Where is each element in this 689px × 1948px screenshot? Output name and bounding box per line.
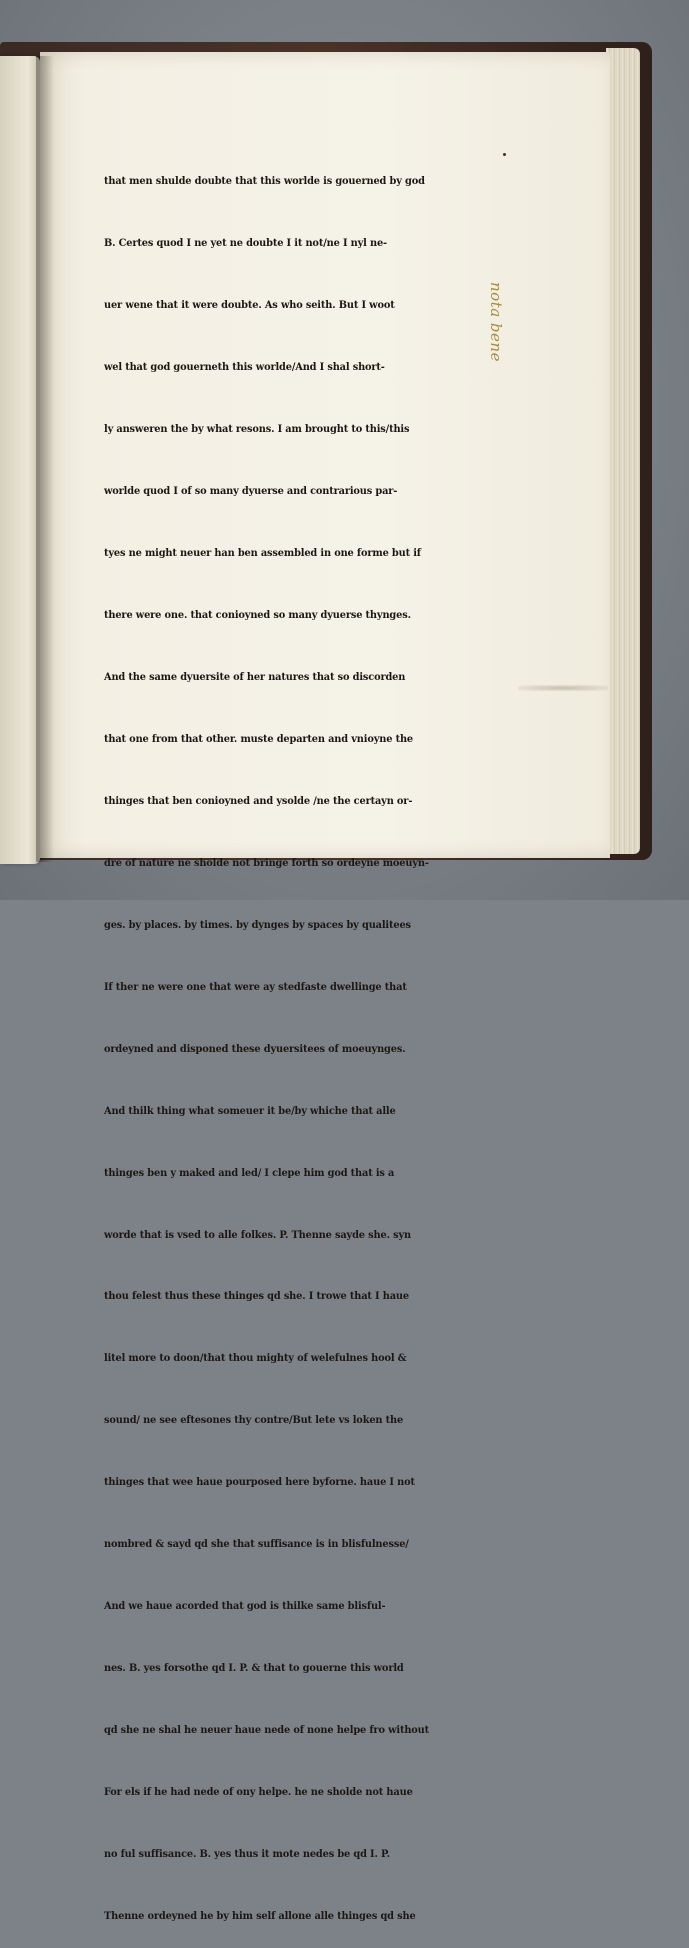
ink-speck [503,153,506,156]
text-line: ges. by places. by times. by dynges by spaces by qualitees [104,919,411,931]
text-line: For els if he had nede of ony helpe. he ne sholde not haue [104,1787,413,1799]
text-line: wel that god gouerneth this worlde/And I shal short- [104,362,385,374]
text-line: no ful suffisance. B. yes thus it mote nedes be qd I. P. [104,1849,390,1861]
text-line: nombred & sayd qd she that suffisance is in blisfulnesse/ [104,1539,409,1551]
text-line: If ther ne were one that were ay stedfaste dwellinge that [104,981,407,993]
text-line: B. Certes quod I ne yet ne doubte I it not/ne I nyl ne- [104,238,387,250]
text-line: thinges ben y maked and led/ I clepe him god that is a [104,1167,395,1179]
text-line: litel more to doon/that thou mighty of welefulnes hool & [104,1353,407,1365]
text-line: thinges that ben conioyned and ysolde /ne the certayn or- [104,795,413,807]
gutter-shadow [36,56,54,862]
text-line: uer wene that it were doubte. As who seith. But I woot [104,300,395,312]
text-line: ordeyned and disponed these dyuersitees of moeuynges. [104,1043,406,1055]
text-line: And thilk thing what someuer it be/by whiche that alle [104,1105,396,1117]
text-line: ly answeren the by what resons. I am brought to this/this [104,424,410,436]
text-line: there were one. that conioyned so many dyuerse thynges. [104,609,411,621]
text-line: nes. B. yes forsothe qd I. P. & that to gouerne this world [104,1663,404,1675]
text-line: Thenne ordeyned he by him self allone alle thinges qd she [104,1911,416,1922]
text-line: thou felest thus these thinges qd she. I trowe that I haue [104,1291,409,1303]
text-line: sound/ ne see eftesones thy contre/But lete vs loken the [104,1415,404,1427]
page-smudge [518,685,608,691]
page-fore-edge [606,48,640,854]
marginal-annotation: nota bene [487,282,505,362]
text-line: thinges that wee haue pourposed here byforne. haue I not [104,1477,415,1489]
text-line: that men shulde doubte that this worlde is gouerned by god [104,176,425,188]
text-line: worlde quod I of so many dyuerse and contrarious par- [104,486,398,498]
text-line: tyes ne might neuer han ben assembled in one forme but if [104,548,421,560]
body-text [104,131,466,1948]
text-line: And we haue acorded that god is thilke same blisful- [104,1601,386,1613]
text-line: dre of nature ne sholde not bringe forth so ordeyne moeuyn- [104,857,429,869]
left-page [0,56,40,864]
text-line: And the same dyuersite of her natures that so discorden [104,671,406,683]
text-line: worde that is vsed to alle folkes. P. Thenne sayde she. syn [104,1229,411,1241]
text-line: that one from that other. muste departen and vnioyne the [104,733,414,745]
text-line: qd she ne shal he neuer haue nede of none helpe fro without [104,1725,430,1737]
